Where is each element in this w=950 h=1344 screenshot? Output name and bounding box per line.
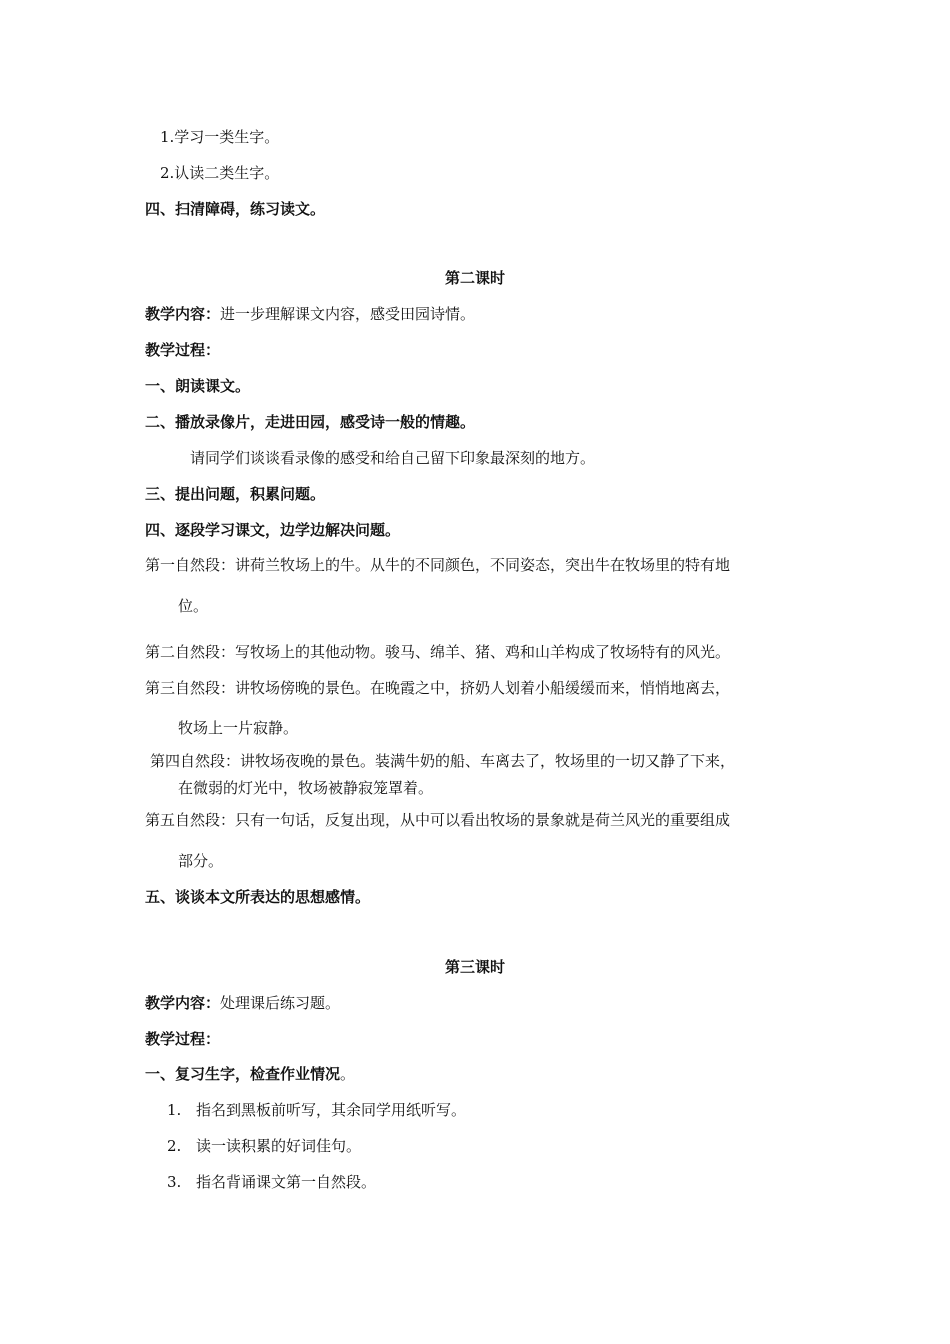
content-text: 进一步理解课文内容，感受田园诗情。 (220, 305, 476, 323)
lesson-title: 第二课时 (444, 269, 505, 287)
list-item: 指名到黑板前听写，其余同学用纸听写。 (196, 1101, 467, 1119)
paragraph: 第三自然段：讲牧场傍晚的景色。在晚霞之中，挤奶人划着小船缓缓而来，悄悄地离去， (145, 679, 731, 697)
paragraph: 第四自然段：讲牧场夜晚的景色。装满牛奶的船、车离去了，牧场里的一切又静了下来， (150, 752, 736, 770)
section-heading: 四、扫清障碍，练习读文。 (145, 200, 326, 218)
paragraph-continuation: 位。 (178, 597, 209, 615)
list-item-number: 2. (167, 1137, 182, 1155)
list-item-number: 3. (167, 1173, 182, 1191)
process-label: 教学过程： (145, 341, 221, 359)
teaching-content (145, 993, 340, 1013)
section-heading: 五、谈谈本文所表达的思想感情。 (145, 888, 371, 906)
paragraph-continuation: 在微弱的灯光中，牧场被静寂笼罩着。 (178, 779, 434, 797)
paragraph-continuation: 部分。 (178, 852, 224, 870)
process-label: 教学过程： (145, 1030, 221, 1048)
section-heading: 四、逐段学习课文，边学边解决问题。 (145, 521, 401, 539)
list-item-number: 1. (167, 1101, 182, 1119)
section-heading: 一、朗读课文。 (145, 377, 251, 395)
teaching-content (145, 304, 475, 324)
list-item: 1.学习一类生字。 (160, 128, 280, 146)
content-label: 教学内容： (145, 305, 221, 323)
list-item: 读一读积累的好词佳句。 (196, 1137, 362, 1155)
content-text: 处理课后练习题。 (220, 994, 341, 1012)
lesson-title: 第三课时 (444, 958, 505, 976)
paragraph: 第一自然段：讲荷兰牧场上的牛。从牛的不同颜色，不同姿态，突出牛在牧场里的特有地 (145, 556, 731, 574)
content-label: 教学内容： (145, 994, 221, 1012)
section-heading (145, 1064, 355, 1084)
paragraph: 请同学们谈谈看录像的感受和给自己留下印象最深刻的地方。 (190, 449, 596, 467)
paragraph: 第二自然段：写牧场上的其他动物。骏马、绵羊、猪、鸡和山羊构成了牧场特有的风光。 (145, 643, 731, 661)
heading-text: 一、复习生字，检查作业情况 (145, 1065, 341, 1083)
section-heading: 三、提出问题，积累问题。 (145, 485, 326, 503)
section-heading: 二、播放录像片，走进田园，感受诗一般的情趣。 (145, 413, 476, 431)
heading-end: 。 (340, 1065, 356, 1083)
list-item: 指名背诵课文第一自然段。 (196, 1173, 377, 1191)
paragraph-continuation: 牧场上一片寂静。 (178, 719, 299, 737)
paragraph: 第五自然段：只有一句话，反复出现，从中可以看出牧场的景象就是荷兰风光的重要组成 (145, 811, 731, 829)
list-item: 2.认读二类生字。 (160, 164, 280, 182)
